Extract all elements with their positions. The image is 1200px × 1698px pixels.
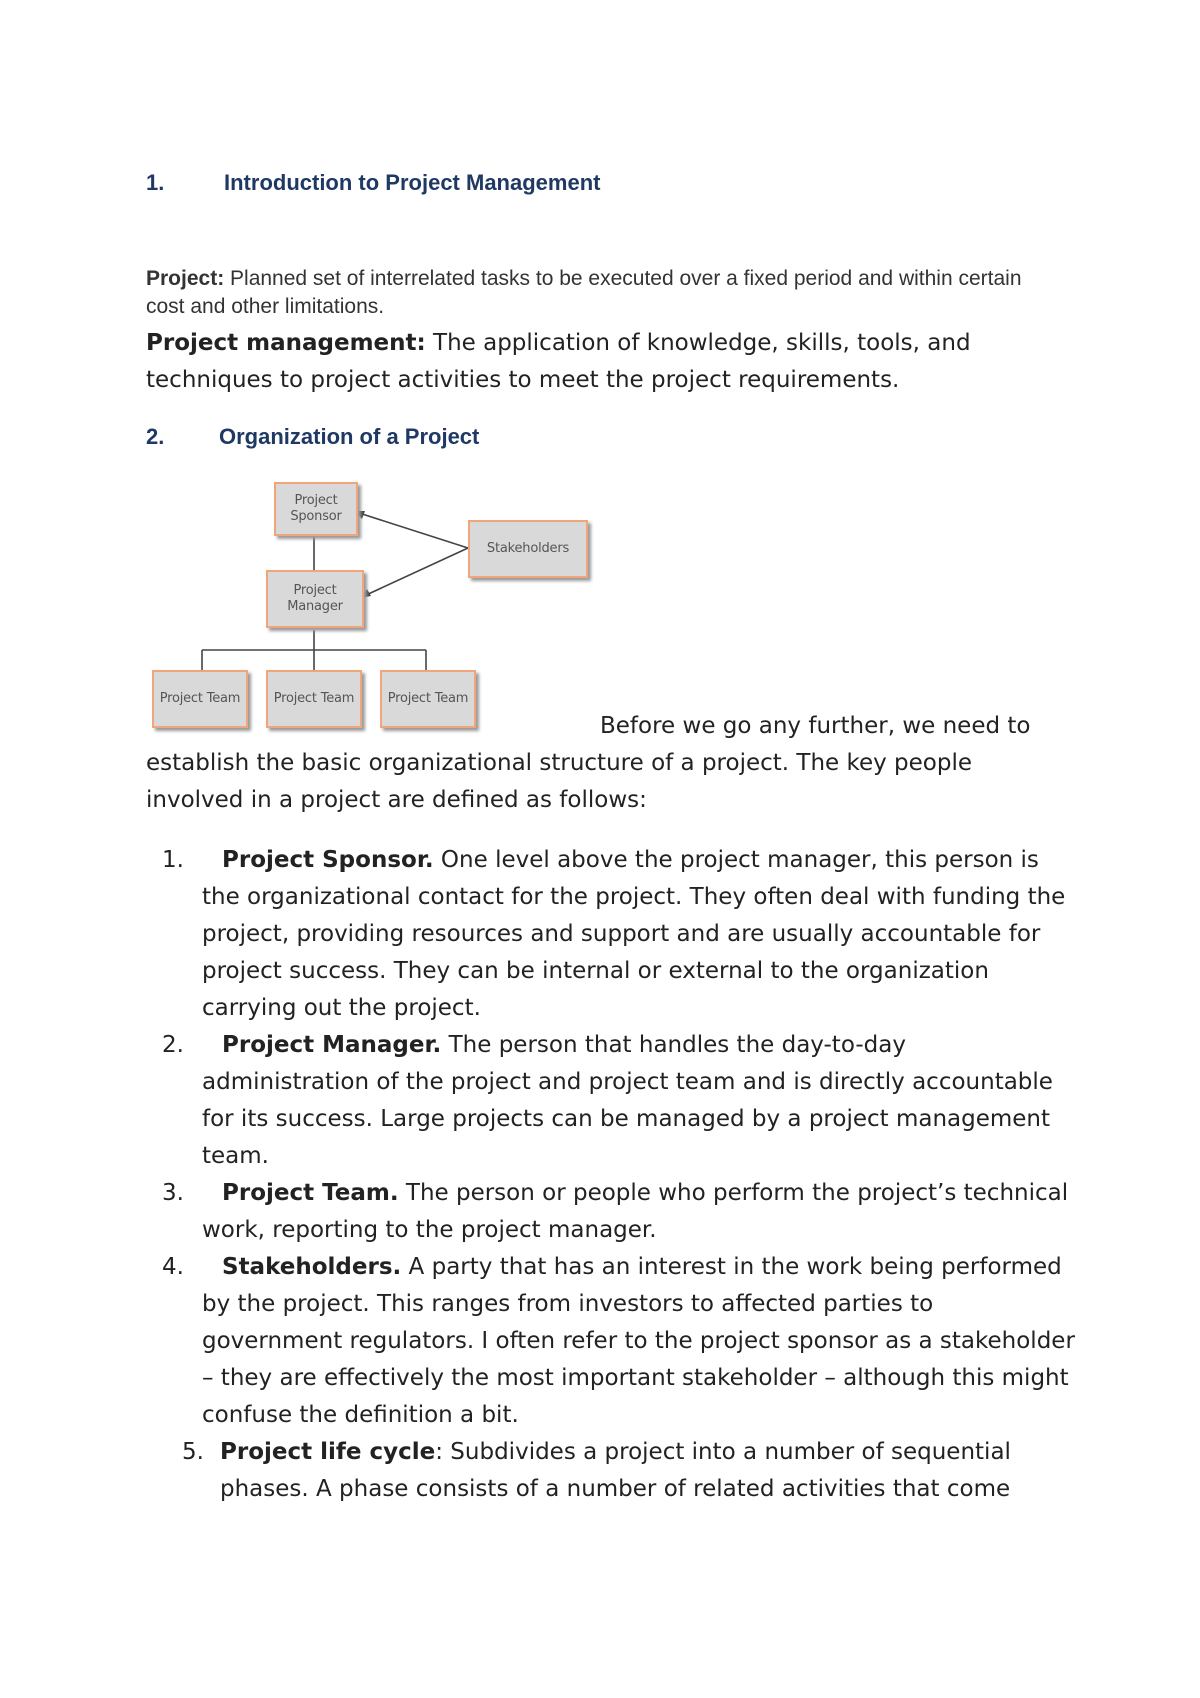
box-label: Stakeholders — [486, 541, 570, 556]
intro-paragraph — [146, 708, 1076, 819]
definition-project — [146, 265, 1046, 321]
list-item — [146, 1434, 1076, 1508]
list-number: 1. — [162, 847, 184, 873]
roles-list — [146, 842, 1076, 1508]
list-term: Project life cycle — [220, 1439, 436, 1465]
heading-number: 1. — [146, 170, 165, 195]
list-item — [146, 1249, 1076, 1434]
stakeholder-manager-arrow — [364, 548, 468, 596]
list-term: Project Sponsor. — [222, 847, 434, 873]
org-chart-diagram — [146, 480, 596, 740]
list-item — [146, 1027, 1076, 1175]
list-term: Project Manager. — [222, 1032, 442, 1058]
box-label: Project Team — [387, 691, 469, 706]
heading-title: Introduction to Project Management — [224, 170, 601, 195]
list-number: 3. — [162, 1180, 184, 1206]
list-term: Project Team. — [222, 1180, 399, 1206]
definition-term: Project management: — [146, 330, 426, 356]
box-stakeholders — [468, 520, 588, 578]
list-text: : Subdivides a project into a number of sequential phases. A phase consists of a number of related activities that come — [220, 1439, 1011, 1502]
list-text: The person that handles the day-to-day administration of the project and project team and is directly accountable for its success. Large projects can be managed by a project management team. — [202, 1032, 1053, 1169]
definition-project-management — [146, 325, 1066, 399]
box-label: Project Team — [273, 691, 355, 706]
heading-introduction — [146, 170, 600, 196]
list-term: Stakeholders. — [222, 1254, 402, 1280]
box-label: Project Manager — [287, 583, 343, 614]
heading-title: Organization of a Project — [219, 424, 480, 449]
box-project-sponsor — [274, 482, 358, 536]
list-number: 5. — [182, 1439, 204, 1465]
list-text: A party that has an interest in the work being performed by the project. This ranges from investors to affected parties to government regulators. I often refer to the project sponsor as a stakeholder – they are effectively the most important stakeholder – although this might confuse the definition a bit. — [202, 1254, 1075, 1428]
list-text: One level above the project manager, this person is the organizational contact for the project. They often deal with funding the project, providing resources and support and are usually accountable for project success. They can be internal or external to the organization carrying out the project. — [202, 847, 1066, 1021]
paragraph-text: Before we go any further, we need to establish the basic organizational structure of a project. The key people involved in a project are defined as follows: — [146, 713, 1031, 813]
stakeholder-sponsor-arrow — [356, 512, 468, 548]
box-label: Project Sponsor — [290, 493, 342, 524]
box-project-manager — [266, 570, 364, 628]
heading-number: 2. — [146, 424, 165, 449]
list-text: The person or people who perform the project’s technical work, reporting to the project manager. — [202, 1180, 1069, 1243]
list-item — [146, 842, 1076, 1027]
list-number: 4. — [162, 1254, 184, 1280]
list-item — [146, 1175, 1076, 1249]
definition-text: The application of knowledge, skills, tools, and techniques to project activities to meet the project requirements. — [146, 330, 971, 393]
heading-organization — [146, 424, 479, 450]
box-label: Project Team — [159, 691, 241, 706]
definition-term: Project: — [146, 267, 225, 290]
list-number: 2. — [162, 1032, 184, 1058]
definition-text: Planned set of interrelated tasks to be executed over a fixed period and within certain cost and other limitations. — [146, 267, 1022, 318]
